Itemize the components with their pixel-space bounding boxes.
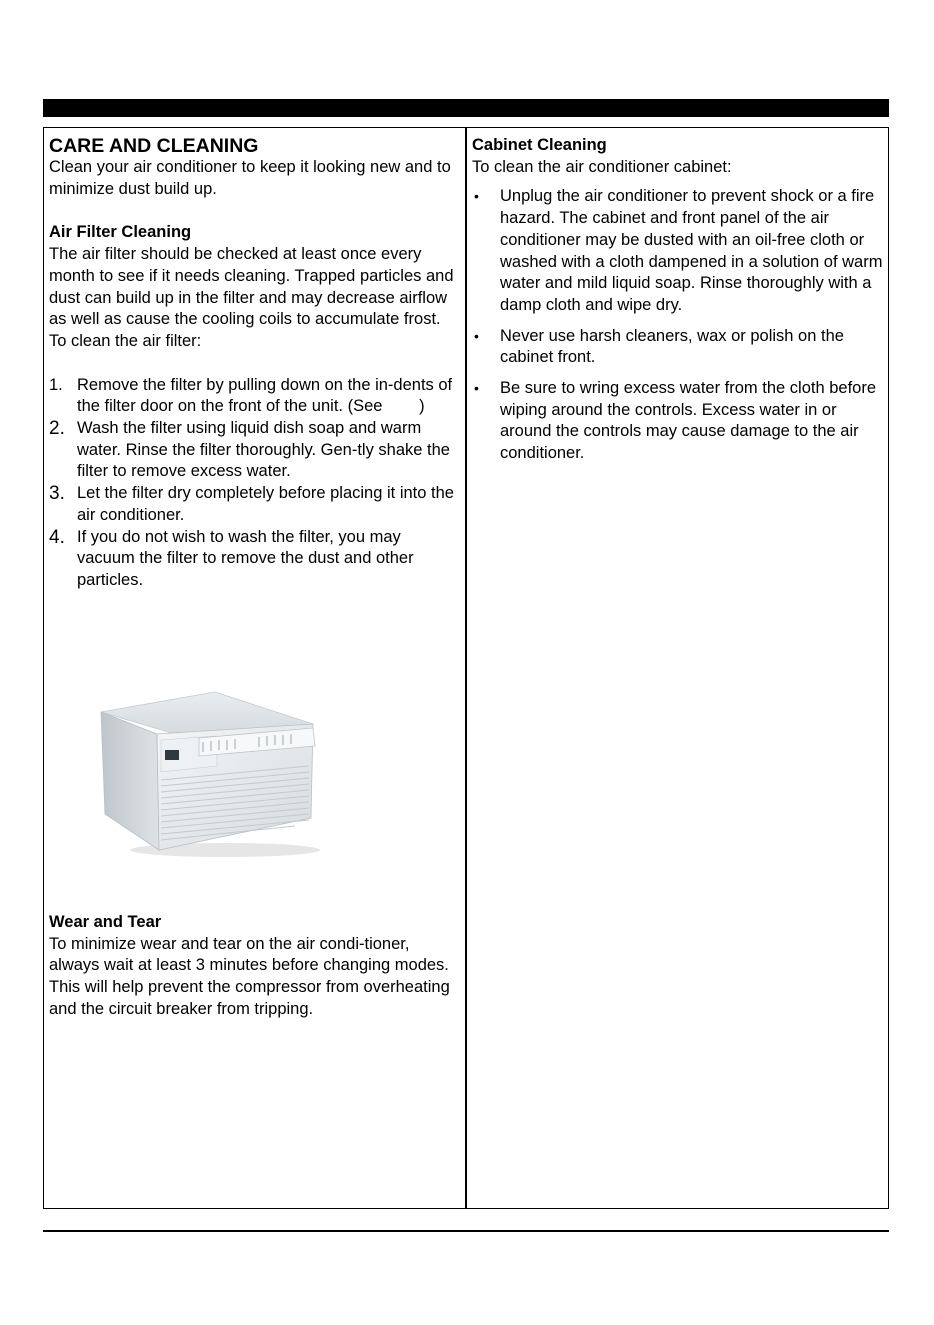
right-column: [472, 135, 884, 474]
cabinet-heading: Cabinet Cleaning: [472, 136, 607, 154]
footer-rule: [43, 1230, 889, 1232]
bullet-item: [472, 186, 884, 316]
wear-and-tear-section: [49, 912, 459, 1021]
step-number: 3.: [49, 483, 65, 505]
wear-heading: Wear and Tear: [49, 913, 162, 931]
air-filter-heading: Air Filter Cleaning: [49, 223, 192, 242]
bullet-icon: •: [474, 380, 479, 397]
care-title: CARE AND CLEANING: [49, 135, 259, 157]
bullet-icon: •: [474, 327, 479, 344]
bullet-text: Never use harsh cleaners, wax or polish on the cabinet front.: [500, 326, 844, 367]
left-column: [49, 135, 459, 592]
bullet-item: [472, 326, 884, 369]
step-item: [49, 375, 459, 418]
care-intro: Clean your air conditioner to keep it looking new and to minimize dust build up.: [49, 158, 451, 198]
step-item: [49, 483, 459, 526]
bullet-icon: •: [474, 188, 479, 205]
header-bar: [43, 99, 889, 117]
cabinet-bullets: [472, 186, 884, 464]
column-divider: [465, 127, 467, 1209]
bullet-text: Unplug the air conditioner to prevent shock or a fire hazard. The cabinet and front panel of the air conditioner may be dusted with an oil-free cloth or washed with a cloth dampened in a solution of warm water and mild liquid soap. Rinse thoroughly with a damp cloth and wipe dry.: [500, 187, 883, 314]
air-conditioner-image: [95, 688, 320, 858]
air-filter-steps: [49, 375, 459, 592]
step-text: Remove the filter by pulling down on the in-dents of the filter door on the front of the unit. (See ): [77, 375, 457, 416]
cabinet-intro: To clean the air conditioner cabinet:: [472, 157, 732, 176]
step-item: [49, 527, 459, 592]
wear-body: To minimize wear and tear on the air condi-tioner, always wait at least 3 minutes before changing modes. This will help prevent the compressor from overheating and the circuit breaker from tripping.: [49, 934, 450, 1018]
step-text: Let the filter dry completely before placing it into the air conditioner.: [77, 484, 454, 524]
bullet-item: [472, 378, 884, 465]
step-number: 2.: [49, 418, 65, 440]
bullet-text: Be sure to wring excess water from the cloth before wiping around the controls. Excess water in or around the controls may cause damage to the air conditioner.: [500, 379, 877, 463]
step-text: Wash the filter using liquid dish soap and warm water. Rinse the filter thoroughly. Gen-tly shake the filter to remove excess water.: [77, 419, 450, 481]
step-text: If you do not wish to wash the filter, you may vacuum the filter to remove the dust and other particles.: [77, 527, 414, 589]
step-number: 1.: [49, 375, 63, 394]
step-item: [49, 418, 459, 483]
air-filter-body: The air filter should be checked at least once every month to see if it needs cleaning. Trapped particles and dust can build up in the filter and may decrease airflow as well as cause the cooling coils to accumulate frost. To clean the air filter:: [49, 245, 454, 350]
step-number: 4.: [49, 526, 65, 548]
